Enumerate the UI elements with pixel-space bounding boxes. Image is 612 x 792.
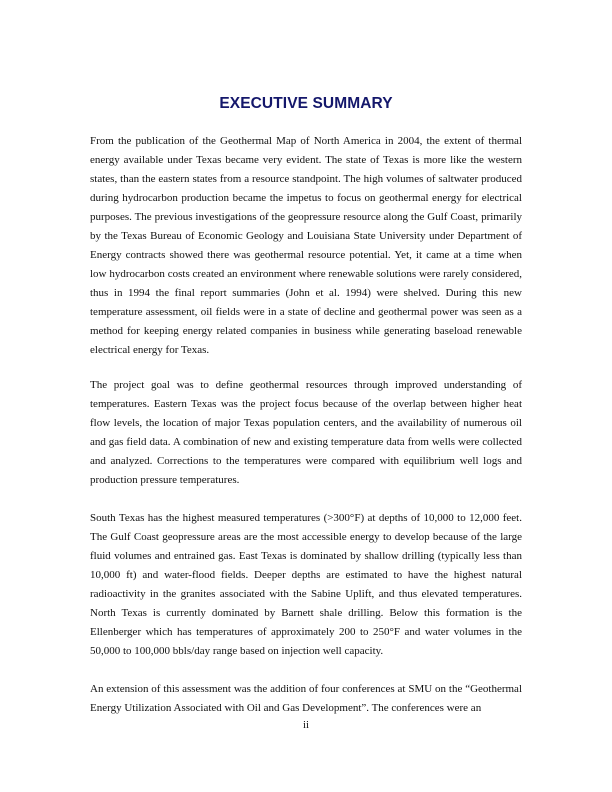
- paragraph-regional-findings: South Texas has the highest measured temperatures (>300°F) at depths of 10,000 to 12,000 feet. The Gulf Coast geopressure areas are the most accessible energy to develop because of the large fluid volumes and entrained gas. East Texas is dominated by shallow drilling (typically less than 10,000 ft) and water-flood fields. Deeper depths are estimated to have the highest natural radioactivity in the granites associated with the Sabine Uplift, and thus elevated temperatures. North Texas is currently dominated by Barnett shale drilling. Below this formation is the Ellenberger which has temperatures of approximately 200 to 250°F and water volumes in the 50,000 to 100,000 bbls/day range based on injection well capacity.: [90, 512, 522, 657]
- paragraph-conferences: An extension of this assessment was the addition of four conferences at SMU on the “Geothermal Energy Utilization Associated with Oil and Gas Development”. The conferences were an: [90, 683, 522, 714]
- page-number: ii: [302, 719, 310, 731]
- paragraph-intro: From the publication of the Geothermal Map of North America in 2004, the extent of thermal energy available under Texas became very evident. The state of Texas is more like the western states, than the eastern states from a resource standpoint. The high volumes of saltwater produced during hydrocarbon production became the impetus to focus on geothermal energy for electrical purposes. The previous investigations of the geopressure resource along the Gulf Coast, primarily by the Texas Bureau of Economic Geology and Louisiana State University under Department of Energy contracts showed there was geothermal resource potential. Yet, it came at a time when low hydrocarbon costs created an environment where renewable solutions were rarely considered, thus in 1994 the final report summaries (John et al. 1994) were shelved. During this new temperature assessment, oil fields were in a state of decline and geothermal power was seen as a method for keeping energy related companies in business while generating baseload renewable electrical energy for Texas.: [90, 135, 522, 356]
- page-title: EXECUTIVE SUMMARY: [219, 95, 393, 112]
- paragraph-project-goal: The project goal was to define geothermal resources through improved understanding of temperatures. Eastern Texas was the project focus because of the overlap between higher heat flow levels, the location of major Texas population centers, and the availability of numerous oil and gas field data. A combination of new and existing temperature data from wells were collected and analyzed. Corrections to the temperatures were compared with equilibrium well logs and production pressure temperatures.: [90, 379, 522, 486]
